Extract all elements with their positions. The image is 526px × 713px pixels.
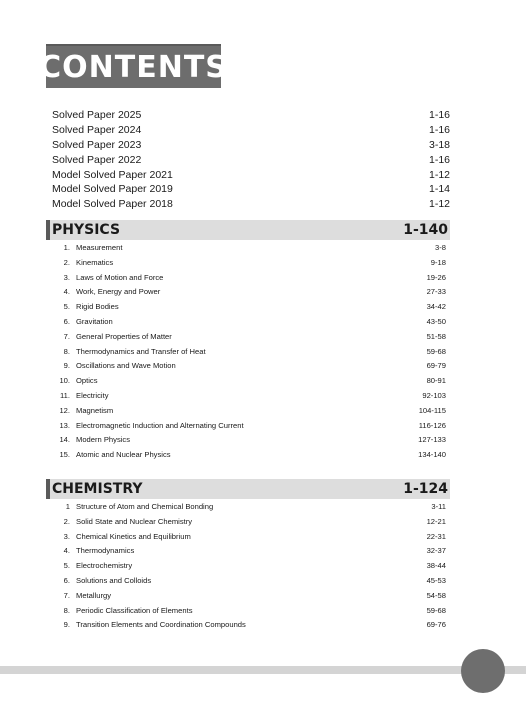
chapter-number: 5. — [63, 561, 70, 571]
chapter-entry — [56, 419, 244, 434]
chapter-title: General Properties of Matter — [76, 331, 172, 341]
physics-section-header — [46, 220, 450, 240]
chapter-title: Optics — [76, 376, 98, 386]
list-item — [56, 345, 446, 360]
list-item — [56, 433, 446, 448]
chapter-number: 11. — [60, 390, 70, 400]
chapter-pages: 54-58 — [426, 590, 446, 600]
chapter-title: Solid State and Nuclear Chemistry — [76, 516, 193, 526]
section-name: PHYSICS — [52, 222, 121, 238]
chemistry-section-header — [46, 479, 450, 499]
chapter-number: 15. — [59, 450, 70, 460]
list-item — [56, 559, 446, 574]
chapter-number: 7. — [63, 331, 70, 341]
chapter-number: 10. — [59, 376, 70, 386]
paper-pages: 1-16 — [428, 109, 450, 121]
chapter-pages: 45-53 — [426, 575, 446, 585]
chapter-number: 7. — [63, 590, 70, 600]
chapter-pages: 80-91 — [426, 376, 446, 386]
chapter-title: Solutions and Colloids — [76, 575, 152, 585]
chapter-number: 13. — [59, 420, 70, 430]
chapter-number: 2. — [63, 516, 70, 526]
section-name: CHEMISTRY — [52, 481, 143, 497]
chapter-pages: 92-103 — [422, 390, 446, 400]
chapter-number: 9. — [63, 620, 70, 630]
chapter-title: Rigid Bodies — [76, 302, 119, 312]
chapter-pages: 22-31 — [426, 531, 446, 541]
chapter-entry — [56, 300, 119, 315]
chapter-pages: 3-8 — [435, 243, 446, 252]
list-item — [56, 315, 446, 330]
chapter-entry — [56, 448, 171, 463]
chapter-pages: 34-42 — [426, 302, 446, 312]
chapter-entry — [56, 574, 151, 589]
list-item — [52, 153, 450, 168]
contents-title-bar — [39, 44, 228, 88]
chapter-entry — [56, 359, 176, 374]
chapter-number: 12. — [59, 405, 70, 415]
list-item — [56, 618, 446, 633]
list-item — [56, 359, 446, 374]
list-item — [56, 404, 446, 419]
paper-title: Solved Paper 2023 — [52, 138, 142, 151]
chapter-title: Chemical Kinetics and Equilibrium — [76, 531, 191, 541]
list-item — [52, 123, 450, 138]
chapter-entry — [56, 404, 113, 419]
chapter-entry — [56, 604, 193, 619]
chapter-title: Work, Energy and Power — [76, 287, 161, 297]
paper-pages: 1-12 — [428, 168, 450, 181]
chapter-title: Electricity — [76, 390, 109, 400]
chapter-pages: 38-44 — [426, 561, 446, 571]
chapter-pages: 69-76 — [426, 620, 446, 630]
chapter-number: 6. — [63, 575, 70, 585]
footer-band — [0, 666, 526, 674]
paper-title: Solved Paper 2025 — [52, 109, 142, 121]
chapter-number: 8. — [63, 346, 70, 356]
list-item — [56, 544, 446, 559]
chapter-number: 8. — [63, 605, 70, 615]
list-item — [56, 300, 446, 315]
paper-pages: 1-16 — [428, 153, 450, 166]
paper-pages: 3-18 — [428, 138, 450, 151]
chapter-title: Periodic Classification of Elements — [76, 605, 193, 615]
chapter-number: 6. — [63, 316, 70, 326]
physics-chapter-list — [56, 241, 446, 463]
list-item — [56, 241, 446, 256]
chapter-title: Modern Physics — [76, 435, 131, 445]
list-item — [56, 256, 446, 271]
list-item — [52, 197, 450, 212]
list-item — [56, 604, 446, 619]
chapter-number: 1 — [65, 502, 70, 511]
paper-title: Solved Paper 2022 — [52, 153, 142, 166]
section-page-range: 1-140 — [403, 222, 448, 238]
chapter-pages: 12-21 — [426, 516, 446, 526]
chapter-entry — [56, 330, 172, 345]
chapter-title: Kinematics — [76, 257, 114, 267]
chapter-pages: 9-18 — [430, 257, 446, 267]
chapter-pages: 32-37 — [426, 546, 446, 556]
list-item — [56, 271, 446, 286]
chapter-pages: 116-126 — [418, 420, 446, 430]
solved-papers-list — [52, 108, 450, 212]
chapter-title: Structure of Atom and Chemical Bonding — [76, 502, 214, 511]
chapter-number: 4. — [63, 287, 70, 297]
chapter-pages: 51-58 — [426, 331, 446, 341]
list-item — [56, 589, 446, 604]
paper-title: Model Solved Paper 2018 — [52, 198, 173, 211]
chapter-entry — [56, 374, 98, 389]
list-item — [52, 138, 450, 153]
paper-title: Model Solved Paper 2021 — [52, 168, 173, 181]
chapter-entry — [56, 515, 192, 530]
chapter-entry — [56, 559, 132, 574]
list-item — [56, 574, 446, 589]
chapter-number: 14. — [59, 435, 70, 445]
list-item — [52, 168, 450, 183]
chapter-pages: 43-50 — [426, 316, 446, 326]
chapter-title: Magnetism — [76, 405, 114, 415]
list-item — [56, 389, 446, 404]
chapter-pages: 27-33 — [426, 287, 446, 297]
chapter-entry — [56, 315, 113, 330]
chapter-entry — [56, 241, 122, 256]
page-number-badge — [461, 649, 505, 693]
chapter-entry — [56, 256, 113, 271]
chemistry-chapter-list — [56, 500, 446, 633]
chapter-pages: 69-79 — [426, 361, 446, 371]
chapter-title: Metallurgy — [76, 590, 112, 600]
chapter-number: 9. — [63, 361, 70, 371]
list-item — [56, 515, 446, 530]
chapter-entry — [56, 389, 109, 404]
chapter-number: 2. — [63, 257, 70, 267]
chapter-number: 5. — [63, 302, 70, 312]
chapter-title: Gravitation — [76, 316, 113, 326]
chapter-entry — [56, 271, 163, 286]
paper-pages: 1-12 — [428, 198, 450, 211]
chapter-pages: 19-26 — [426, 272, 446, 282]
paper-title: Solved Paper 2024 — [52, 123, 142, 136]
chapter-title: Transition Elements and Coordination Compounds — [76, 620, 246, 630]
chapter-number: 3. — [63, 272, 70, 282]
list-item — [52, 182, 450, 197]
chapter-entry — [56, 618, 246, 633]
chapter-title: Oscillations and Wave Motion — [76, 361, 176, 371]
chapter-title: Laws of Motion and Force — [76, 272, 164, 282]
page-title: CONTENTS — [39, 49, 228, 85]
chapter-title: Thermodynamics — [76, 546, 135, 556]
chapter-title: Measurement — [76, 243, 123, 252]
chapter-title: Atomic and Nuclear Physics — [76, 450, 171, 460]
list-item — [56, 448, 446, 463]
section-page-range: 1-124 — [403, 481, 448, 497]
chapter-pages: 59-68 — [426, 346, 446, 356]
chapter-number: 1. — [63, 243, 70, 252]
paper-title: Model Solved Paper 2019 — [52, 183, 173, 196]
chapter-number: 4. — [63, 546, 70, 556]
list-item — [56, 330, 446, 345]
chapter-entry — [56, 345, 206, 360]
chapter-entry — [56, 530, 191, 545]
list-item — [52, 108, 450, 123]
chapter-pages: 3-11 — [431, 502, 446, 511]
list-item — [56, 500, 446, 515]
chapter-entry — [56, 285, 160, 300]
chapter-pages: 134-140 — [418, 450, 446, 460]
chapter-pages: 127-133 — [418, 435, 446, 445]
list-item — [56, 530, 446, 545]
chapter-pages: 104-115 — [418, 405, 446, 415]
list-item — [56, 419, 446, 434]
chapter-title: Electromagnetic Induction and Alternating Current — [76, 420, 244, 430]
chapter-title: Electrochemistry — [76, 561, 133, 571]
chapter-entry — [56, 500, 213, 515]
chapter-pages: 59-68 — [426, 605, 446, 615]
chapter-number: 3. — [63, 531, 70, 541]
chapter-entry — [56, 544, 134, 559]
list-item — [56, 285, 446, 300]
chapter-title: Thermodynamics and Transfer of Heat — [76, 346, 206, 356]
paper-pages: 1-14 — [428, 183, 450, 196]
chapter-entry — [56, 589, 111, 604]
chapter-entry — [56, 433, 130, 448]
paper-pages: 1-16 — [428, 123, 450, 136]
list-item — [56, 374, 446, 389]
